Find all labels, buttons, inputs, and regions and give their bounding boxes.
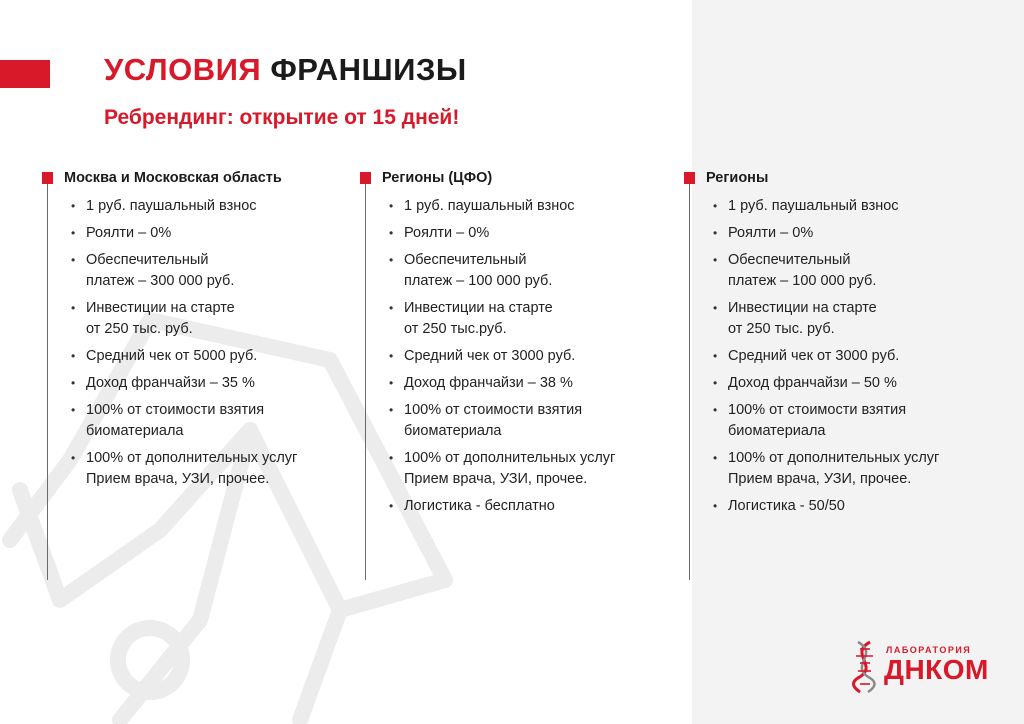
dna-helix-icon bbox=[846, 640, 882, 694]
logo-brand-name: ДНКОМ bbox=[884, 654, 989, 685]
column-heading: Москва и Московская область bbox=[64, 170, 282, 186]
list-item: • 100% от стоимости взятия биоматериала bbox=[70, 400, 297, 442]
column-divider-line bbox=[365, 178, 366, 580]
list-item: • Средний чек от 3000 руб. bbox=[712, 346, 939, 367]
list-item: • Доход франчайзи – 50 % bbox=[712, 373, 939, 394]
column-heading: Регионы bbox=[706, 170, 769, 186]
list-item: • Средний чек от 3000 руб. bbox=[388, 346, 615, 367]
list-item: • Доход франчайзи – 35 % bbox=[70, 373, 297, 394]
list-item: • 1 руб. паушальный взнос bbox=[388, 196, 615, 217]
list-item: • 1 руб. паушальный взнос bbox=[70, 196, 297, 217]
logo-caption: ЛАБОРАТОРИЯ bbox=[886, 645, 972, 655]
list-item: • Логистика - 50/50 bbox=[712, 496, 939, 517]
red-accent-block bbox=[0, 60, 50, 88]
title-accent-word: УСЛОВИЯ bbox=[104, 52, 262, 87]
conditions-list bbox=[388, 196, 615, 523]
list-item: • Обеспечительный платеж – 100 000 руб. bbox=[712, 250, 939, 292]
list-item: • Доход франчайзи – 38 % bbox=[388, 373, 615, 394]
dnkom-logo bbox=[840, 636, 990, 696]
column-marker bbox=[42, 172, 53, 184]
list-item: • 1 руб. паушальный взнос bbox=[712, 196, 939, 217]
list-item: • Обеспечительный платеж – 100 000 руб. bbox=[388, 250, 615, 292]
list-item: • 100% от стоимости взятия биоматериала bbox=[388, 400, 615, 442]
list-item: • 100% от дополнительных услуг Прием врача, УЗИ, прочее. bbox=[388, 448, 615, 490]
page-subtitle: Ребрендинг: открытие от 15 дней! bbox=[104, 106, 460, 129]
list-item: • Инвестиции на старте от 250 тыс. руб. bbox=[712, 298, 939, 340]
list-item: • 100% от дополнительных услуг Прием врача, УЗИ, прочее. bbox=[712, 448, 939, 490]
conditions-list bbox=[70, 196, 297, 496]
list-item: • Роялти – 0% bbox=[388, 223, 615, 244]
column-heading: Регионы (ЦФО) bbox=[382, 170, 493, 186]
list-item: • Инвестиции на старте от 250 тыс.руб. bbox=[388, 298, 615, 340]
list-item: • Инвестиции на старте от 250 тыс. руб. bbox=[70, 298, 297, 340]
column-marker bbox=[360, 172, 371, 184]
list-item: • Логистика - бесплатно bbox=[388, 496, 615, 517]
list-item: • Роялти – 0% bbox=[70, 223, 297, 244]
list-item: • Средний чек от 5000 руб. bbox=[70, 346, 297, 367]
list-item: • 100% от дополнительных услуг Прием врача, УЗИ, прочее. bbox=[70, 448, 297, 490]
list-item: • Обеспечительный платеж – 300 000 руб. bbox=[70, 250, 297, 292]
page-title bbox=[104, 52, 467, 88]
column-divider-line bbox=[47, 178, 48, 580]
column-marker bbox=[684, 172, 695, 184]
column-divider-line bbox=[689, 178, 690, 580]
list-item: • Роялти – 0% bbox=[712, 223, 939, 244]
conditions-list bbox=[712, 196, 939, 523]
list-item: • 100% от стоимости взятия биоматериала bbox=[712, 400, 939, 442]
title-main-word: ФРАНШИЗЫ bbox=[270, 52, 467, 87]
